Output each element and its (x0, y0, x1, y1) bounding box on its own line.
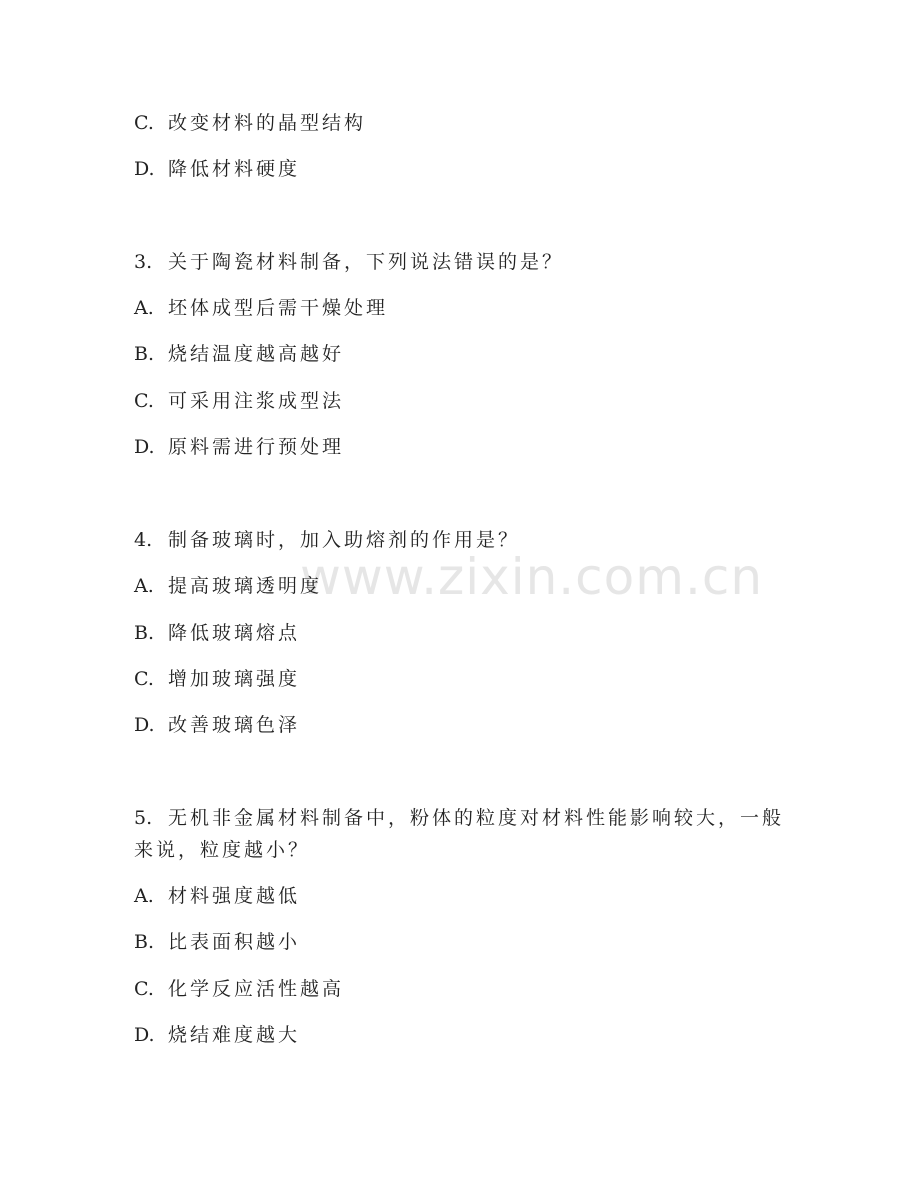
q3-stem (134, 248, 564, 276)
option-text: 比表面积越小 (168, 931, 301, 953)
option-label: A. (134, 575, 154, 597)
option-text: 改善玻璃色泽 (168, 714, 301, 736)
question-number: 5. (134, 807, 153, 829)
q3-option-d (134, 433, 344, 461)
option-text: 烧结温度越高越好 (168, 343, 345, 365)
question-text: 无机非金属材料制备中，粉体的粒度对材料性能影响较大，一般来说，粒度越小？ (134, 807, 785, 861)
q4-option-b (134, 619, 300, 647)
option-label: C. (134, 978, 154, 1000)
option-label: D. (134, 436, 155, 458)
option-label: B. (134, 622, 155, 644)
q4-option-d (134, 711, 300, 739)
q3-option-a (134, 294, 388, 322)
question-text: 制备玻璃时，加入助熔剂的作用是？ (168, 529, 521, 551)
question-number: 3. (134, 251, 153, 273)
option-label: D. (134, 714, 155, 736)
option-text: 降低材料硬度 (168, 158, 301, 180)
option-label: D. (134, 1024, 155, 1046)
question-text: 关于陶瓷材料制备，下列说法错误的是？ (168, 251, 565, 273)
option-label: D. (134, 158, 155, 180)
q2-option-d (134, 155, 300, 183)
q4-option-a (134, 572, 322, 600)
q5-option-a (134, 882, 300, 910)
option-text: 增加玻璃强度 (168, 668, 301, 690)
option-label: C. (134, 390, 154, 412)
option-text: 原料需进行预处理 (168, 436, 345, 458)
option-label: B. (134, 343, 155, 365)
option-label: C. (134, 112, 154, 134)
q2-option-c (134, 109, 366, 137)
option-text: 降低玻璃熔点 (168, 622, 301, 644)
watermark: www.zixin.com.cn (300, 548, 764, 606)
q5-option-b (134, 928, 300, 956)
option-label: C. (134, 668, 154, 690)
option-text: 烧结难度越大 (168, 1024, 301, 1046)
option-text: 改变材料的晶型结构 (168, 112, 367, 134)
q3-option-c (134, 387, 344, 415)
question-number: 4. (134, 529, 153, 551)
q3-option-b (134, 340, 344, 368)
option-text: 材料强度越低 (168, 885, 301, 907)
option-text: 可采用注浆成型法 (168, 390, 345, 412)
option-text: 提高玻璃透明度 (168, 575, 323, 597)
option-label: B. (134, 931, 155, 953)
option-text: 化学反应活性越高 (168, 978, 345, 1000)
option-text: 坯体成型后需干燥处理 (168, 297, 389, 319)
q5-option-c (134, 975, 344, 1003)
q4-option-c (134, 665, 300, 693)
q5-stem (134, 802, 794, 866)
q4-stem (134, 526, 520, 554)
q5-option-d (134, 1021, 300, 1049)
option-label: A. (134, 885, 154, 907)
option-label: A. (134, 297, 154, 319)
